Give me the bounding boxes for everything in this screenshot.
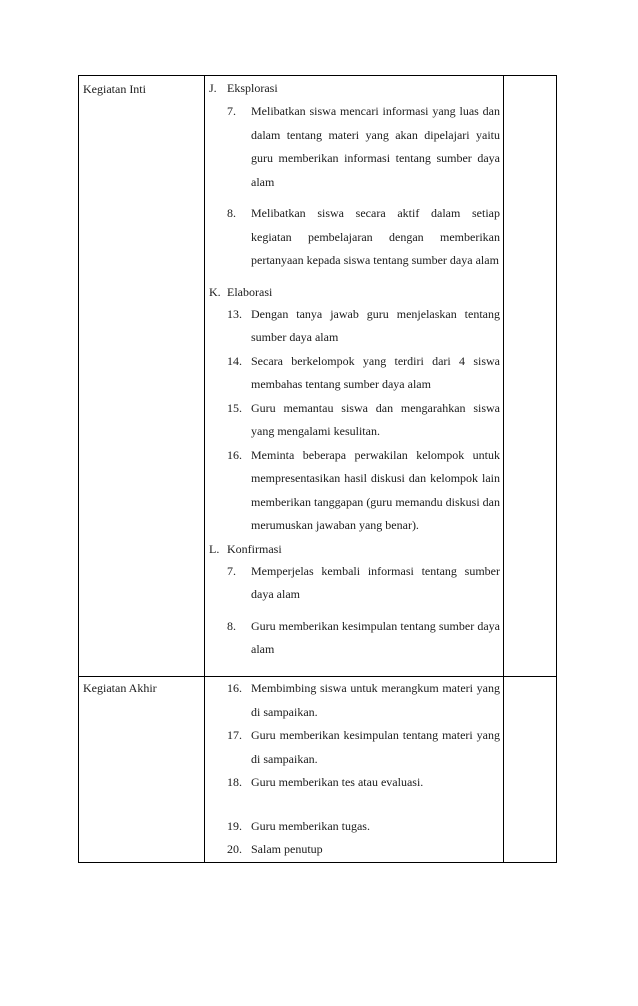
item-text: Secara berkelompok yang terdiri dari 4 siswa membahas tentang sumber daya alam [251, 353, 500, 391]
list-item [205, 677, 503, 724]
list-item [205, 303, 503, 350]
item-text: Dengan tanya jawab guru menjelaskan tentang sumber daya alam [251, 306, 500, 344]
item-text: Membimbing siswa untuk merangkum materi yang di sampaikan. [251, 681, 500, 719]
item-text: Guru memberikan kesimpulan tentang materi yang di sampaikan. [251, 728, 500, 766]
item-number: 17. [227, 728, 242, 742]
section-letter: L. [209, 541, 220, 556]
item-number: 8. [227, 206, 236, 220]
item-number: 15. [227, 400, 242, 415]
row-content-cell [205, 677, 504, 863]
list-item [205, 350, 503, 397]
table-row [79, 76, 557, 677]
list-item [205, 397, 503, 444]
item-number: 13. [227, 306, 242, 321]
list-item [205, 560, 503, 607]
row-label: Kegiatan Akhir [83, 681, 157, 695]
row-content-cell [205, 76, 504, 677]
item-text: Memperjelas kembali informasi tentang sumber daya alam [251, 563, 500, 601]
list-item [205, 771, 503, 795]
section-heading [205, 540, 503, 558]
item-text: Guru memberikan tes atau evaluasi. [251, 775, 424, 789]
section-letter: J. [209, 81, 217, 95]
item-text: Guru memantau siswa dan mengarahkan siswa yang mengalami kesulitan. [251, 400, 500, 438]
list-item [205, 838, 503, 862]
item-text: Melibatkan siswa mencari informasi yang luas dan dalam tentang materi yang akan dipelajari yaitu guru memberikan informasi tentang sumber daya alam [251, 104, 500, 189]
item-number: 16. [227, 681, 242, 695]
section-heading [205, 79, 503, 97]
item-number: 18. [227, 775, 242, 789]
list-item [205, 615, 503, 662]
section-letter: K. [209, 284, 221, 299]
list-item [205, 444, 503, 538]
row-label-cell [79, 76, 205, 677]
section-title: Eksplorasi [227, 81, 278, 95]
row-label-cell [79, 677, 205, 863]
list-item [205, 815, 503, 839]
activity-table [78, 75, 557, 863]
item-text: Melibatkan siswa secara aktif dalam setiap kegiatan pembelajaran dengan memberikan pertanyaan kepada siswa tentang sumber daya alam [251, 206, 500, 267]
item-number: 7. [227, 563, 236, 578]
item-text: Salam penutup [251, 842, 323, 856]
item-text: Guru memberikan kesimpulan tentang sumber daya alam [251, 618, 500, 656]
item-number: 19. [227, 818, 242, 833]
item-number: 8. [227, 618, 236, 633]
list-item [205, 724, 503, 771]
section-heading [205, 283, 503, 301]
item-number: 20. [227, 842, 242, 856]
list-item [205, 202, 503, 273]
section-title: Elaborasi [227, 284, 273, 299]
empty-cell [504, 76, 557, 677]
item-text: Meminta beberapa perwakilan kelompok untuk mempresentasikan hasil diskusi dan kelompok lain memberikan tanggapan (guru memandu diskusi dan merumuskan jawaban yang benar). [251, 447, 500, 532]
list-item [205, 100, 503, 194]
empty-cell [504, 677, 557, 863]
row-label: Kegiatan Inti [83, 82, 146, 96]
item-number: 16. [227, 447, 242, 462]
table-row [79, 677, 557, 863]
item-number: 7. [227, 104, 236, 118]
item-text: Guru memberikan tugas. [251, 818, 370, 833]
section-title: Konfirmasi [227, 541, 282, 556]
item-number: 14. [227, 353, 242, 368]
